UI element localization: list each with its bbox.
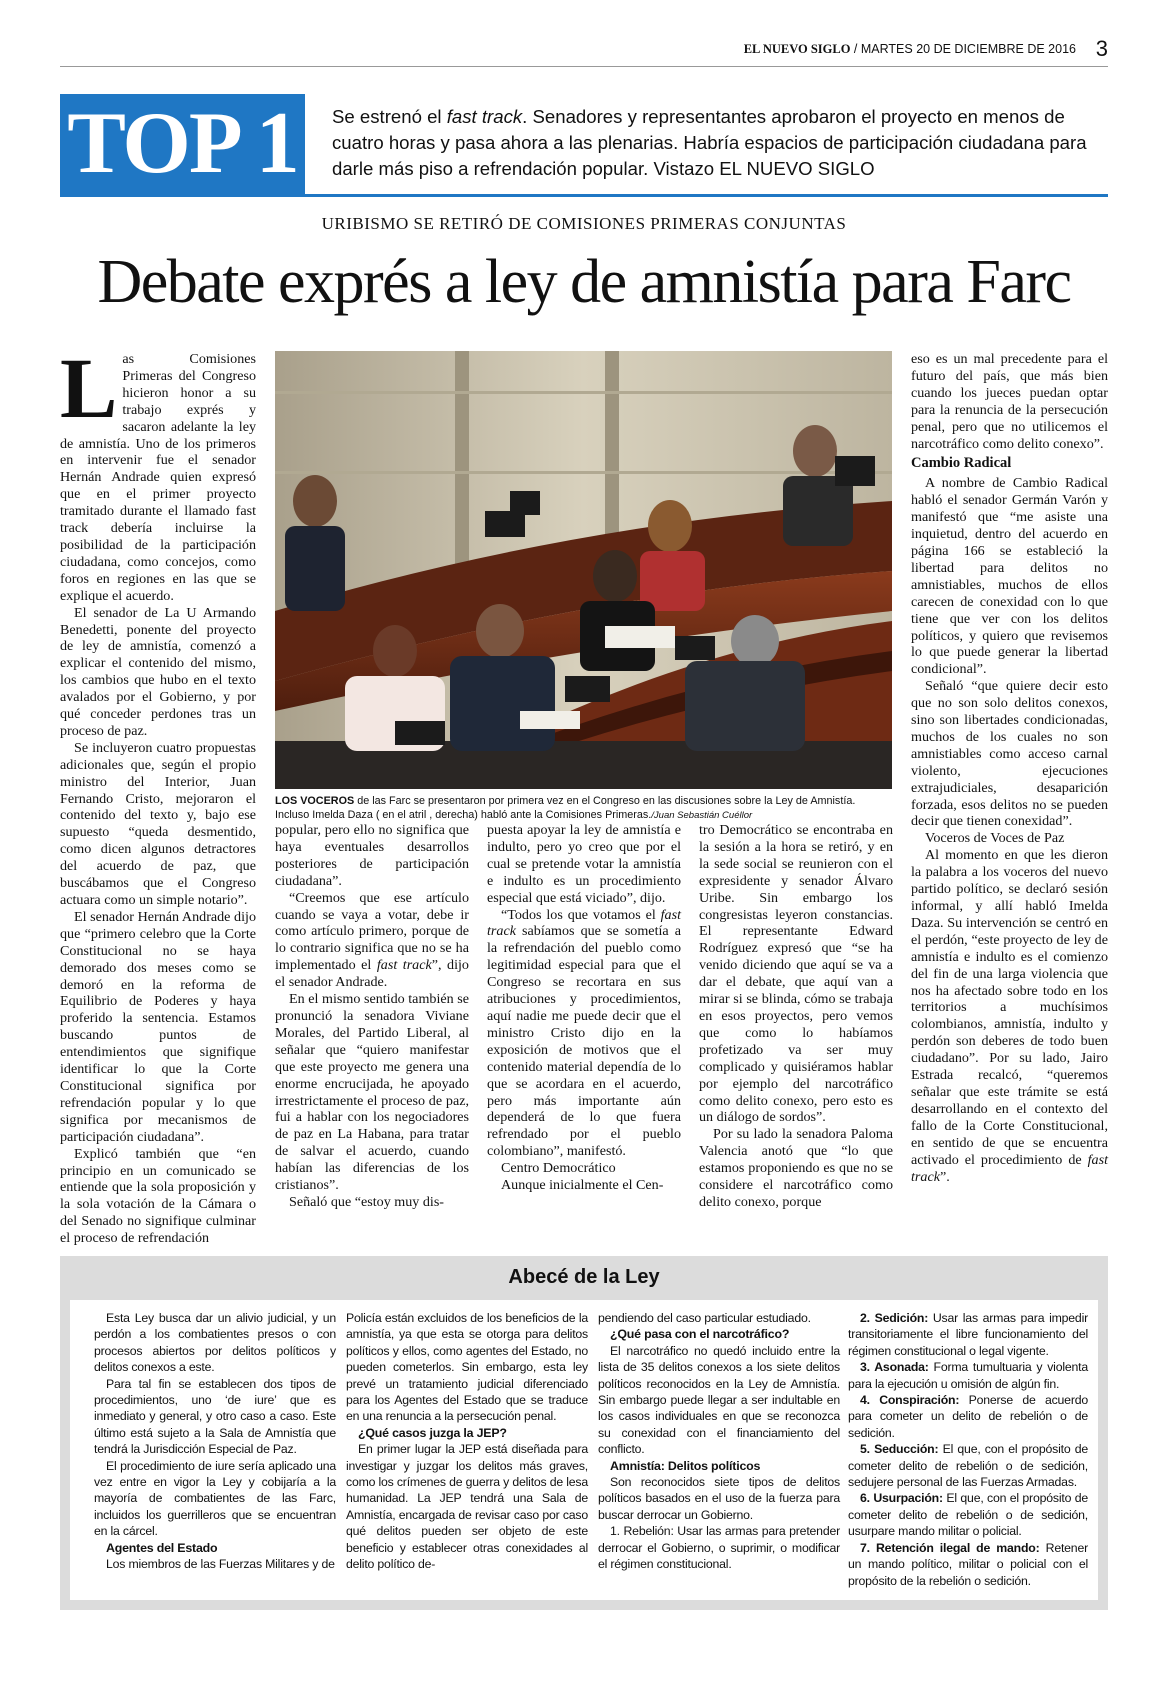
abece-column-2 — [346, 1310, 588, 1573]
paragraph: Los miembros de las Fuerzas Militares y de — [106, 1557, 335, 1572]
definition-term: 7. Retención ilegal de mando: — [860, 1540, 1040, 1555]
definition-text: Retener un mando político, militar o policial con el propósito de la rebelión o sedición. — [848, 1540, 1088, 1588]
photo-caption — [275, 794, 892, 823]
text-em: fast track — [487, 906, 681, 940]
definition-text: Forma tumultuaria y violenta para la ejecución u omisión de algún fin. — [848, 1360, 1088, 1391]
caption-text: de las Farc se presentaron por primera vez en el Congreso en las discusiones sobre la Ley de Amnistía. Incluso Imelda Daza ( en el atril , derecha) habló ante la Comisiones Primeras. — [275, 795, 856, 821]
article-column-4 — [699, 822, 893, 1211]
paragraph: eso es un mal precedente para el futuro del país, que más bien cuando los jueces puedan optar para la renuncia de la persecución penal, pero que no utilicemos el narcotráfico como delito conexo”. — [911, 351, 1108, 452]
paragraph: puesta apoyar la ley de amnistía e indulto, pero yo creo que por el cual se pretende votar la amnistía e indulto es un procedimiento especial que está viciado”, dijo. — [487, 822, 681, 906]
text-em: fast track — [911, 1151, 1108, 1185]
paragraph: pendiendo del caso particular estudiado. — [598, 1311, 811, 1325]
paragraph: El narcotráfico no quedó incluido entre la lista de 35 delitos conexos a los siete delitos políticos reconocidos en la Ley de Amnistía. Sin embargo puede llegar a ser indultable en los casos individuales en que se reconozca su conexidad con el financiamiento del conflicto. — [598, 1343, 840, 1457]
paragraph — [487, 907, 681, 1161]
article-column-2 — [275, 822, 469, 1211]
paragraph: Señaló que “estoy muy dis- — [289, 1193, 445, 1210]
paragraph — [911, 847, 1108, 1185]
article-column-3 — [487, 822, 681, 1194]
paragraph: En primer lugar la JEP está diseñada para investigar y juzgar los delitos más graves, como los crímenes de guerra y delitos de lesa humanidad. La JEP tendrá una Sala de Amnistía, encargada de revisar caso por caso qué delitos pueden ser objeto de este beneficio y establecer otras conexidades al delito político de- — [346, 1442, 588, 1572]
paragraph: Señaló “que quiere decir esto que no son solo delitos conexos, sino son libertades condicionadas, muchos de los cuales no son amnistiables como acceso carnal violento, ejecuciones extrajudiciales, desaparición forzada, esos delitos no se pueden decir que tienen conexidad”. — [911, 678, 1108, 830]
definition-term: 2. Sedición: — [860, 1311, 929, 1325]
publication-line — [744, 42, 1076, 57]
definition-item — [848, 1392, 1088, 1441]
subhead-narcotrafico: ¿Qué pasa con el narcotráfico? — [610, 1327, 790, 1342]
section-banner — [60, 94, 1108, 197]
abece-box — [60, 1256, 1108, 1610]
paragraph: popular, pero ello no significa que haya eventuales desarrollos posteriores de participación ciudadana”. — [275, 822, 469, 889]
subhead-agentes: Agentes del Estado — [106, 1540, 218, 1555]
abece-column-4 — [848, 1310, 1088, 1589]
publication-date: / MARTES 20 DE DICIEMBRE DE 2016 — [853, 42, 1076, 56]
intro-lead: Se estrenó el — [332, 106, 447, 127]
definition-item — [848, 1359, 1088, 1392]
definition-text: Ponerse de acuerdo para cometer un delito de rebelión o de sedición. — [848, 1393, 1088, 1440]
paragraph: Explicó también que “en principio en un comunicado se entiende que la sola proposición y la sola votación de la Cámara o del Senado no signifique culminar el proceso de refrendación — [60, 1145, 256, 1247]
paragraph: En el mismo sentido también se pronunció la senadora Viviane Morales, del Partido Liberal, al señalar que “quiero manifestar que este proyecto me genera una enorme encrucijada, he apoyado irrestrictamente el proceso de paz, fui a hablar con los negociadores de paz en La Habana, para tratar de salvar el acuerdo, cuando habían las diferencias de los cristianos”. — [275, 991, 469, 1194]
subhead-cambio-radical: Cambio Radical — [911, 455, 1012, 472]
text-run: “Todos los que votamos el — [501, 906, 661, 923]
section-label: TOP 1 — [60, 94, 305, 194]
abece-title: Abecé de la Ley — [508, 1266, 660, 1288]
abece-column-1 — [94, 1310, 336, 1573]
photo-credit: /Juan Sebastián Cuéllor — [651, 810, 753, 821]
definition-item — [848, 1540, 1088, 1589]
text-run: Al momento en que les dieron la palabra a los voceros del nuevo partido político, se declaró sesión informal, y allí habló Imelda Daza. Su intervención se centró en el perdón, “este proyecto de ley de amnistía e indulto es el comienzo del fin de una larga violencia que nos ha afectado sobre todo en los territorios a muchísimos colombianos, amnistía, indulto y perdón son deberes de todo buen ciudadano”. Por su lado, Jairo Estrada recalcó, “queremos señalar que este trámite se está desarrollando en el contexto del fallo de la Corte Constitucional, en sentido de que se encuentra activado el procedimiento de — [911, 847, 1108, 1168]
paragraph: as Comisiones Primeras del Congreso hicieron honor a su trabajo exprés y sacaron adelante la ley de amnistía. Uno de los primeros en intervenir fue el senador Hernán Andrade quien expresó que en el primer proyecto tramitado durante el llamado fast track debería incluirse la posibilidad de la participación ciudadana, como concejos, como foros en regiones en las que se explique el acuerdo. — [60, 351, 256, 604]
caption-lead: LOS VOCEROS — [275, 795, 355, 807]
intro-rest: . Senadores y representantes aprobaron el proyecto en menos de cuatro horas y pasa ahora a las plenarias. Habría espacios de participación ciudadana para darle más piso a refrendación popular. Vistazo EL NUEVO SIGLO — [332, 106, 1087, 179]
drop-cap: L — [60, 340, 118, 436]
paragraph — [275, 890, 469, 991]
page-number: 3 — [1095, 36, 1108, 61]
text-run: sabíamos que se sometía a la refrendación del pueblo como legitimidad especial para que el Congreso se recortara en sus atribuciones y procedimientos, aquí nadie me puede decir que el ministro Cristo dijo en la exposición de motivos que el contenido material dependía de lo que se acordara en el acuerdo, pero más importante aún dependerá de lo que fuera refrendado por el pueblo colombiano”, manifestó. — [487, 923, 681, 1160]
subhead-jep: ¿Qué casos juzga la JEP? — [358, 1425, 507, 1440]
abece-content — [70, 1300, 1098, 1600]
paragraph: El procedimiento de iure sería aplicado una vez entre en vigor la Ley y cobijaría a la mayoría de combatientes de las Farc, incluidos los guerrilleros que se encuentran en la cárcel. — [94, 1458, 336, 1539]
paragraph: Aunque inicialmente el Cen- — [501, 1177, 664, 1194]
paragraph: Para tal fin se establecen dos tipos de procedimientos, uno ‘de iure’ que es inmediato y general, y otro caso a caso. Este último está sujeto a la Sala de Amnistía que tendrá la Jurisdicción Especial de Paz. — [94, 1376, 336, 1457]
definition-item — [848, 1310, 1088, 1359]
paragraph: A nombre de Cambio Radical habló el senador Germán Varón y manifestó que “me asiste una inquietud, dentro del acuerdo en página 166 se estableció la libertad para delitos no amnistiables, muchos de ellos carecen de conexidad con lo que tiene que ver con los delitos políticos, y quiero que revisemos lo que puede generar la libertad condicional”. — [911, 475, 1108, 678]
kicker: URIBISMO SE RETIRÓ DE COMISIONES PRIMERAS CONJUNTAS — [321, 214, 847, 233]
subhead-voceros: Voceros de Voces de Paz — [925, 830, 1065, 847]
definition-term: 5. Seducción: — [860, 1442, 939, 1457]
paragraph: 1. Rebelión: Usar las armas para pretender derrocar el Gobierno, o suprimir, o modificar el régimen constitucional. — [598, 1524, 840, 1572]
page-folio — [60, 38, 1108, 67]
article-column-5 — [911, 351, 1108, 1185]
subhead: Centro Democrático — [501, 1160, 616, 1177]
definition-item — [848, 1441, 1088, 1490]
definition-text: El que, con el propósito de cometer delito de rebelión o de sedición, usurpare mando militar o policial. — [848, 1491, 1088, 1539]
definition-text: El que, con el propósito de cometer delito de rebelión o de sedición, sedujere personal de las Fuerzas Armadas. — [848, 1442, 1088, 1490]
text-run: ”, dijo el senador Andrade. — [275, 957, 469, 991]
headline: Debate exprés a ley de amnistía para Farc — [97, 248, 1071, 316]
definition-text: Usar las armas para impedir transitoriamente el libre funcionamiento del régimen constitucional o legal vigente. — [848, 1311, 1088, 1358]
text-run: “Creemos que ese artículo cuando se vaya a votar, debe ir como artículo primero, porque de lo contrario significa que no se ha implementado el — [275, 889, 469, 974]
definition-term: 3. Asonada: — [860, 1360, 929, 1375]
definition-term: 4. Conspiración: — [860, 1393, 960, 1408]
article-column-1 — [60, 340, 256, 1247]
publication-name: EL NUEVO SIGLO — [743, 42, 851, 56]
paragraph: Esta Ley busca dar un alivio judicial, y un perdón a los combatientes presos o con procesos abiertos por delitos políticos y delitos conexos a este. — [94, 1311, 336, 1375]
abece-column-3 — [598, 1310, 840, 1573]
paragraph: tro Democrático se encontraba en la sesión a la hora se retiró, y en la sede social se reunieron con el expresidente y senador Álvaro Uribe. Sin embargo los congresistas leyeron constancias. El representante Edward Rodríguez expresó que “se ha venido diciendo que aquí se va a dar el debate, que aquí van a mirar si se blinda, cómo se trabaja en esos proyectos, pero vemos que como lo habíamos profetizado va ser muy complicado y quisiéramos hablar por ejemplo del narcotráfico como delito conexo, pero esto es un diálogo de sordos”. — [699, 822, 893, 1126]
paragraph: Son reconocidos siete tipos de delitos políticos basados en el uso de la fuerza para buscar derrocar un Gobierno. — [598, 1475, 840, 1522]
definition-item — [848, 1490, 1088, 1539]
subhead-delitos-politicos: Amnistía: Delitos políticos — [610, 1458, 761, 1473]
definition-term: 6. Usurpación: — [860, 1491, 943, 1506]
paragraph: Por su lado la senadora Paloma Valencia anotó que “lo que estamos proponiendo es que no se considere el narcotráfico como delito conexo, porque — [699, 1126, 893, 1210]
congress-photo-illustration — [275, 351, 892, 789]
intro-em: fast track — [446, 106, 523, 127]
paragraph: Policía están excluidos de los beneficios de la amnistía, ya que esta se otorga para delitos políticos y ellos, como agentes del Estado, no pueden cometerlos. Sin embargo, esta ley prevé un tratamiento judicial diferenciado para los Agentes del Estado que se traduce en una renuncia a la persecución penal. — [346, 1311, 588, 1424]
article-photo — [275, 351, 892, 789]
text-run: ”. — [939, 1168, 950, 1185]
paragraph: El senador Hernán Andrade dijo que “primero celebro que la Corte Constitucional no se haya demorado dos meses como se demoró en la reforma de Equilibrio de Poderes y haya proferido la sentencia. Estamos buscando puntos de entendimientos que signifique identificar lo que la Corte Constitucional significa por refrendación popular y lo que significa por mecanismos de participación ciudadana”. — [60, 908, 256, 1145]
paragraph: El senador de La U Armando Benedetti, ponente del proyecto de ley de amnistía, comenzó a explicar el contenido del mismo, los cambios que hubo en el texto avalados por el Gobierno, y por qué conceder perdones tras un proceso de paz. — [60, 604, 256, 739]
paragraph: Se incluyeron cuatro propuestas adicionales que, según el propio ministro del Interior, Juan Fernando Cristo, mejoraron el contenido del texto y, bajo ese supuesto “queda desmentido, como dicen algunos detractores del acuerdo de paz, que buscábamos que el Congreso actuara como un simple notario”. — [60, 739, 256, 908]
section-intro — [332, 104, 1102, 182]
text-em: fast track — [376, 957, 432, 974]
